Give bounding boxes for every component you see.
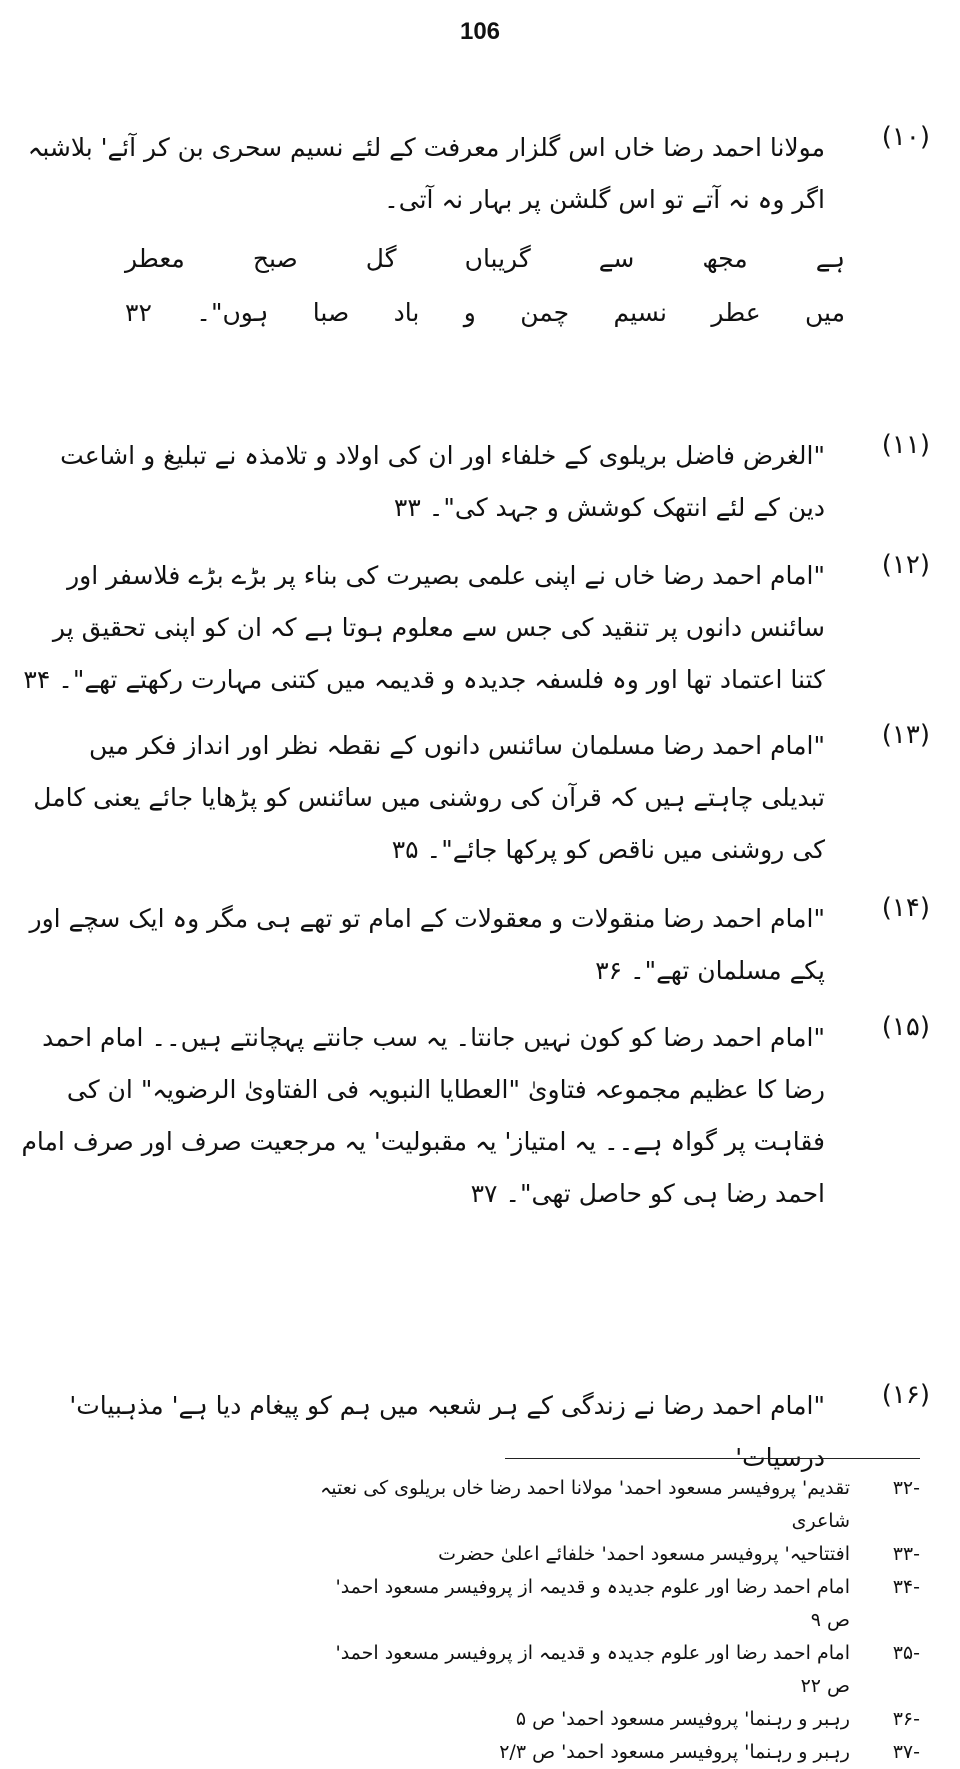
footnote-item — [320, 1538, 920, 1571]
entry-number: (۱۱) — [881, 430, 930, 460]
footnote-number: -۳۵ — [892, 1642, 920, 1664]
verse-word: و — [463, 298, 476, 327]
footnote-divider — [505, 1458, 920, 1459]
verse-word: معطر — [125, 244, 185, 273]
footnote-text: افتتاحیہ' پروفیسر مسعود احمد' خلفائے اعلیٰ حضرت — [438, 1543, 850, 1565]
verse-word: چمن — [520, 298, 570, 327]
entry-15 — [20, 1012, 940, 1220]
verse-word: گریباں — [464, 244, 531, 273]
footnote-number: -۳۳ — [892, 1543, 920, 1565]
entry-text: مولانا احمد رضا خاں اس گلزار معرفت کے لئے نسیم سحری بن کر آئے' بلاشبہ اگر وہ نہ آتے تو اس گلشن پر بہار نہ آتی۔ — [27, 133, 825, 214]
footnote-number: -۳۷ — [892, 1741, 920, 1763]
page-number: 106 — [459, 18, 501, 45]
entry-number: (۱۵) — [881, 1012, 930, 1042]
entry-text: "امام احمد رضا مسلمان سائنس دانوں کے نقطہ نظر اور انداز فکر میں تبدیلی چاہتے ہیں کہ قرآن کی روشنی میں سائنس کو پڑھایا جائے یعنی کامل کی روشنی میں ناقص کو پرکھا جائے"۔ ۳۵ — [33, 731, 825, 864]
footnote-text: رہبر و رہنما' پروفیسر مسعود احمد' ص ۲/۳ — [499, 1741, 850, 1763]
footnote-number: -۳۴ — [892, 1576, 920, 1598]
entry-text: "امام احمد رضا کو کون نہیں جانتا۔ یہ سب جانتے پہچانتے ہیں۔۔ امام احمد رضا کا عظیم مجموعہ فتاویٰ "العطایا النبویہ فی الفتاویٰ الرضویہ" ان کی فقاہت پر گواہ ہے۔۔ یہ امتیاز' یہ مقبولیت' یہ مرجعیت صرف اور صرف امام احمد رضا ہی کو حاصل تھی"۔ ۳۷ — [21, 1023, 825, 1208]
verse-line-2 — [125, 286, 845, 340]
verse-word: میں — [805, 298, 845, 327]
verse-word: صبا — [312, 298, 350, 327]
entry-16 — [20, 1380, 940, 1484]
entry-13 — [20, 720, 940, 876]
verse-word: ۳۲ — [125, 298, 152, 327]
verse-word: صبح — [252, 244, 298, 273]
verse-word: باد — [393, 298, 420, 327]
verse-word: سے — [598, 244, 635, 273]
footnote-text: امام احمد رضا اور علوم جدیدہ و قدیمہ از پروفیسر مسعود احمد' ص ۲۲ — [335, 1642, 850, 1697]
verse-line-1 — [125, 232, 845, 286]
verse-word: ہوں"۔ — [196, 298, 269, 327]
footnote-number: -۳۲ — [892, 1477, 920, 1499]
footnote-item — [320, 1472, 920, 1538]
entry-10 — [20, 122, 940, 226]
entry-number: (۱۰) — [881, 122, 930, 152]
entry-12 — [20, 550, 940, 706]
entry-text: "امام احمد رضا منقولات و معقولات کے امام تو تھے ہی مگر وہ ایک سچے اور پکے مسلمان تھے"۔ ۳۶ — [29, 904, 825, 985]
entry-11 — [20, 430, 940, 534]
entry-text: "الغرض فاضل بریلوی کے خلفاء اور ان کی اولاد و تلامذہ نے تبلیغ و اشاعت دین کے لئے انتھک کوشش و جہد کی"۔ ۳۳ — [60, 441, 825, 522]
entry-14 — [20, 893, 940, 997]
footnote-item — [320, 1703, 920, 1736]
entry-number: (۱۴) — [881, 893, 930, 923]
footnote-text: رہبر و رہنما' پروفیسر مسعود احمد' ص ۵ — [515, 1708, 850, 1730]
entry-text: "امام احمد رضا خاں نے اپنی علمی بصیرت کی بناء پر بڑے بڑے فلاسفر اور سائنس دانوں پر تنقید کی جس سے معلوم ہوتا ہے کہ ان کو اپنی تحقیق پر کتنا اعتماد تھا اور وہ فلسفہ جدیدہ و قدیمہ میں کتنی مہارت رکھتے تھے"۔ ۳۴ — [23, 561, 825, 694]
footnote-item — [320, 1736, 920, 1769]
verse-word: ہے — [815, 244, 845, 273]
entry-number: (۱۲) — [881, 550, 930, 580]
footnote-item — [320, 1571, 920, 1637]
footnote-text: امام احمد رضا اور علوم جدیدہ و قدیمہ از پروفیسر مسعود احمد' ص ۹ — [335, 1576, 850, 1631]
entry-text: "امام احمد رضا نے زندگی کے ہر شعبہ میں ہم کو پیغام دیا ہے' مذہبیات' درسیات' — [69, 1391, 825, 1472]
footnotes — [320, 1472, 920, 1769]
footnote-text: تقدیم' پروفیسر مسعود احمد' مولانا احمد رضا خاں بریلوی کی نعتیہ شاعری — [320, 1477, 850, 1532]
entry-number: (۱۳) — [881, 720, 930, 750]
verse-word: گل — [365, 244, 397, 273]
verse-couplet — [125, 232, 845, 340]
entry-number: (۱۶) — [881, 1380, 930, 1410]
verse-word: مجھ — [702, 244, 748, 273]
footnote-number: -۳۶ — [892, 1708, 920, 1730]
verse-word: نسیم — [613, 298, 667, 327]
footnote-item — [320, 1637, 920, 1703]
verse-word: عطر — [711, 298, 761, 327]
